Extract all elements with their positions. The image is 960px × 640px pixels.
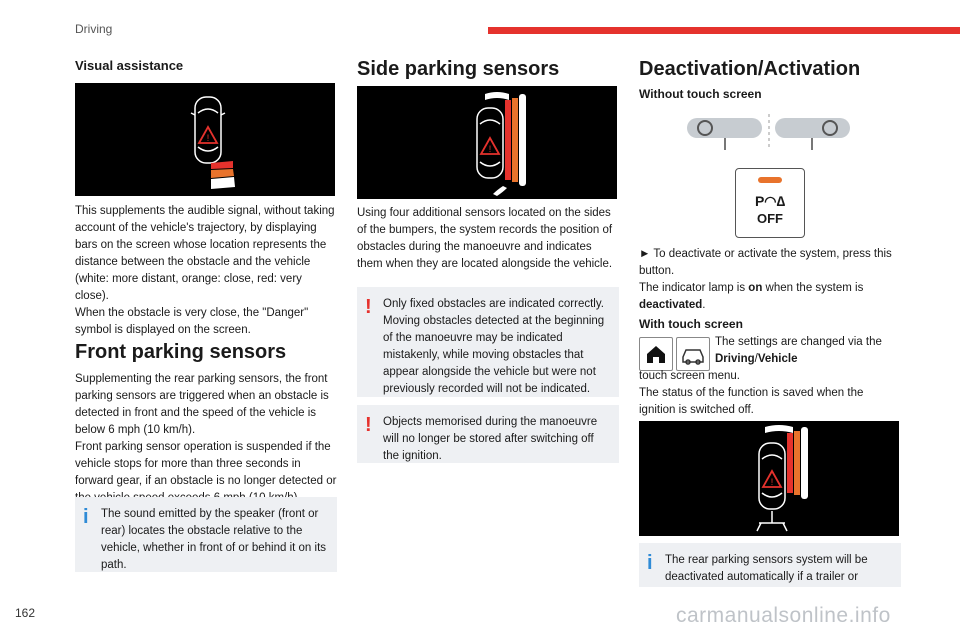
side-sensor-diagram	[357, 86, 617, 199]
dashboard-diagram	[687, 110, 867, 158]
warning-icon: !	[365, 296, 372, 318]
deactivation-heading: Deactivation/Activation	[639, 58, 861, 80]
side-sensors-text: Using four additional sensors located on the sides of the bumpers, the system records the position of obstacles during the manoeuvre and indicates them when they are located alongside the vehicle.	[357, 207, 613, 270]
rear-sensor-figure	[75, 83, 335, 196]
header-accent-bar	[488, 27, 960, 34]
info-icon: i	[647, 552, 653, 574]
svg-text:!: !	[770, 477, 774, 487]
parking-sensors-off-button[interactable]	[735, 168, 805, 238]
warning-note-2-text: Objects memorised during the manoeuvre will no longer be stored after switching off the ignition.	[383, 416, 598, 462]
info-note	[75, 497, 337, 572]
svg-text:!: !	[488, 144, 492, 154]
warning-note-2	[357, 405, 619, 463]
rear-trailer-diagram	[639, 421, 899, 536]
visual-assistance-heading: Visual assistance	[75, 58, 184, 73]
rear-trailer-figure	[639, 421, 899, 536]
touchscreen-text-2: touch screen menu. The status of the function is saved when the ignition is switched off.	[639, 370, 864, 416]
front-sensors-text: Supplementing the rear parking sensors, the front parking sensors are triggered when an obstacle is detected in front and the speed of the vehicle is below 6 mph (10 km/h). Front parking sensor operation is suspended if the vehicle stops for more than three seconds in forward gear, if an obstacle is no longer detected or	[75, 373, 337, 487]
info-note-text: The sound emitted by the speaker (front or rear) locates the obstacle relative to the vehicle, whether in front of or behind it on its path.	[101, 508, 327, 571]
section-title: Driving	[75, 22, 113, 36]
visual-assistance-text: This supplements the audible signal, without taking account of the vehicle's trajectory, by displaying bars on the screen whose location represents the distance between the obstacle and the vehicle (white: more distant, orange: close, red: very close). When the obstacle is very close, the "Danger" symbol is displayed on the screen.	[75, 205, 335, 336]
page-number: 162	[15, 606, 36, 620]
svg-text:!: !	[206, 133, 210, 143]
step-press-button: ► To deactivate or activate the system, press this button. The indicator lamp is on when the system is deactivated.	[639, 248, 892, 311]
info-icon: i	[83, 506, 89, 528]
rear-sensor-diagram	[75, 83, 335, 196]
info-note	[639, 543, 901, 587]
vehicle-icon	[676, 337, 710, 371]
front-sensors-heading: Front parking sensors	[75, 341, 287, 363]
arrow-icon: ►	[639, 248, 651, 260]
with-touchscreen-heading: With touch screen	[639, 317, 743, 331]
indicator-lamp	[758, 177, 782, 183]
warning-note-1-text: Only fixed obstacles are indicated correctly. Moving obstacles detected at the beginning of the manoeuvre may be indicated mistakenly, while moving obstacles that appear alongside the vehicle but were not previously recorded will not be indicated.	[383, 298, 605, 395]
info-note-text: The rear parking sensors system will be deactivated automatically if a trailer or	[665, 554, 868, 583]
off-label: OFF	[757, 211, 783, 226]
side-sensors-heading: Side parking sensors	[357, 58, 560, 80]
warning-icon: !	[365, 414, 372, 436]
touchscreen-text-1: The settings are changed via the Driving/Vehicle	[715, 336, 882, 365]
warning-note-1	[357, 287, 619, 397]
side-sensor-figure	[357, 86, 617, 199]
home-icon	[639, 337, 673, 371]
without-touchscreen-heading: Without touch screen	[639, 87, 762, 101]
parking-sensor-icon: P◠∆	[754, 193, 786, 209]
watermark: carmanualsonline.info	[676, 604, 891, 627]
